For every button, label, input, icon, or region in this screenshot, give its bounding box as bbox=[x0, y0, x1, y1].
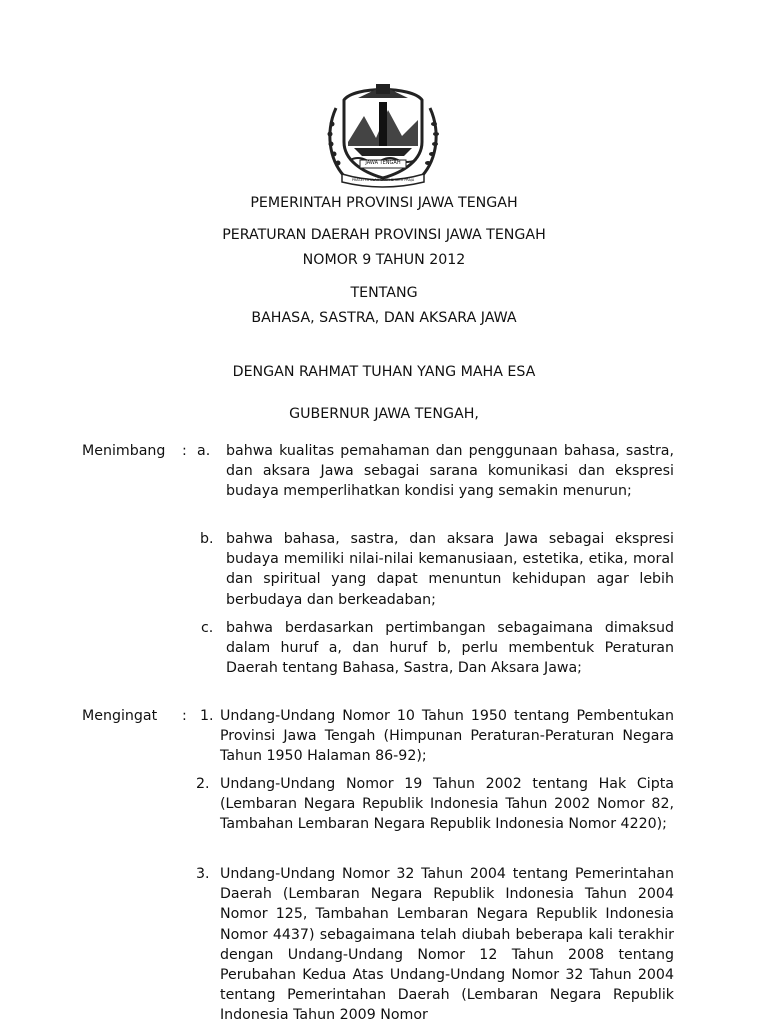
about-heading: TENTANG bbox=[350, 285, 418, 301]
menimbang-marker-b: b. bbox=[200, 531, 214, 547]
mengingat-marker-1: 1. bbox=[200, 708, 214, 724]
menimbang-marker-a: a. bbox=[197, 443, 211, 459]
mengingat-item-2: Undang-Undang Nomor 19 Tahun 2002 tentang Hak Cipta (Lembaran Negara Republik Indonesia Tahun 2002 Nomor 82, Tambahan Lembaran Negara Republik Indonesia Nomor 4220); bbox=[220, 776, 674, 833]
mengingat-marker-2: 2. bbox=[196, 776, 210, 792]
mengingat-colon: : bbox=[182, 708, 187, 724]
regulation-number: NOMOR 9 TAHUN 2012 bbox=[302, 252, 466, 268]
menimbang-item-a: bahwa kualitas pemahaman dan penggunaan bahasa, sastra, dan aksara Jawa sebagai sarana komunikasi dan ekspresi budaya memperlihatkan kondisi yang semakin menurun; bbox=[226, 443, 674, 500]
government-heading: PEMERINTAH PROVINSI JAWA TENGAH bbox=[250, 195, 518, 211]
mengingat-item-1: Undang-Undang Nomor 10 Tahun 1950 tentang Pembentukan Provinsi Jawa Tengah (Himpunan Peraturan-Peraturan Negara Tahun 1950 Halaman 86-92); bbox=[220, 708, 674, 765]
menimbang-marker-c: c. bbox=[201, 620, 214, 636]
mengingat-item-3: Undang-Undang Nomor 32 Tahun 2004 tentang Pemerintahan Daerah (Lembaran Negara Republik Indonesia Tahun 2004 Nomor 125, Tambahan Lembaran Negara Republik Indonesia Nomor 4437) sebagaimana telah diubah beberapa kali terakhir dengan Undang-Undang Nomor 12 Tahun 2008 tentang Perubahan Kedua Atas Undang-Undang Nomor 32 Tahun 2004 tentang Pemerintahan Daerah (Lembaran Negara Republik Indonesia Tahun 2009 Nomor bbox=[220, 866, 674, 1024]
governor-line: GUBERNUR JAWA TENGAH, bbox=[289, 406, 479, 422]
menimbang-item-b: bahwa bahasa, sastra, dan aksara Jawa sebagai ekspresi budaya memiliki nilai-nilai kemanusiaan, estetika, etika, moral dan spiritual yang dapat menuntun kehidupan agar lebih berbudaya dan berkeadaban; bbox=[226, 531, 674, 608]
menimbang-label: Menimbang bbox=[82, 443, 166, 459]
mengingat-marker-3: 3. bbox=[196, 866, 210, 882]
menimbang-item-c: bahwa berdasarkan pertimbangan sebagaimana dimaksud dalam huruf a, dan huruf b, perlu membentuk Peraturan Daerah tentang Bahasa, Sastra, Dan Aksara Jawa; bbox=[226, 620, 674, 677]
emblem-name-text: JAWA TENGAH bbox=[365, 160, 401, 166]
mengingat-label: Mengingat bbox=[82, 708, 158, 724]
menimbang-colon: : bbox=[182, 443, 187, 459]
regulation-subject: BAHASA, SASTRA, DAN AKSARA JAWA bbox=[251, 310, 517, 326]
regulation-title: PERATURAN DAERAH PROVINSI JAWA TENGAH bbox=[222, 227, 546, 243]
emblem-motto-text: PRASETYA ULAH SAKTI BHAKTI PRAJA bbox=[351, 178, 415, 182]
invocation-line: DENGAN RAHMAT TUHAN YANG MAHA ESA bbox=[232, 364, 536, 380]
coat-of-arms-icon bbox=[324, 80, 442, 190]
